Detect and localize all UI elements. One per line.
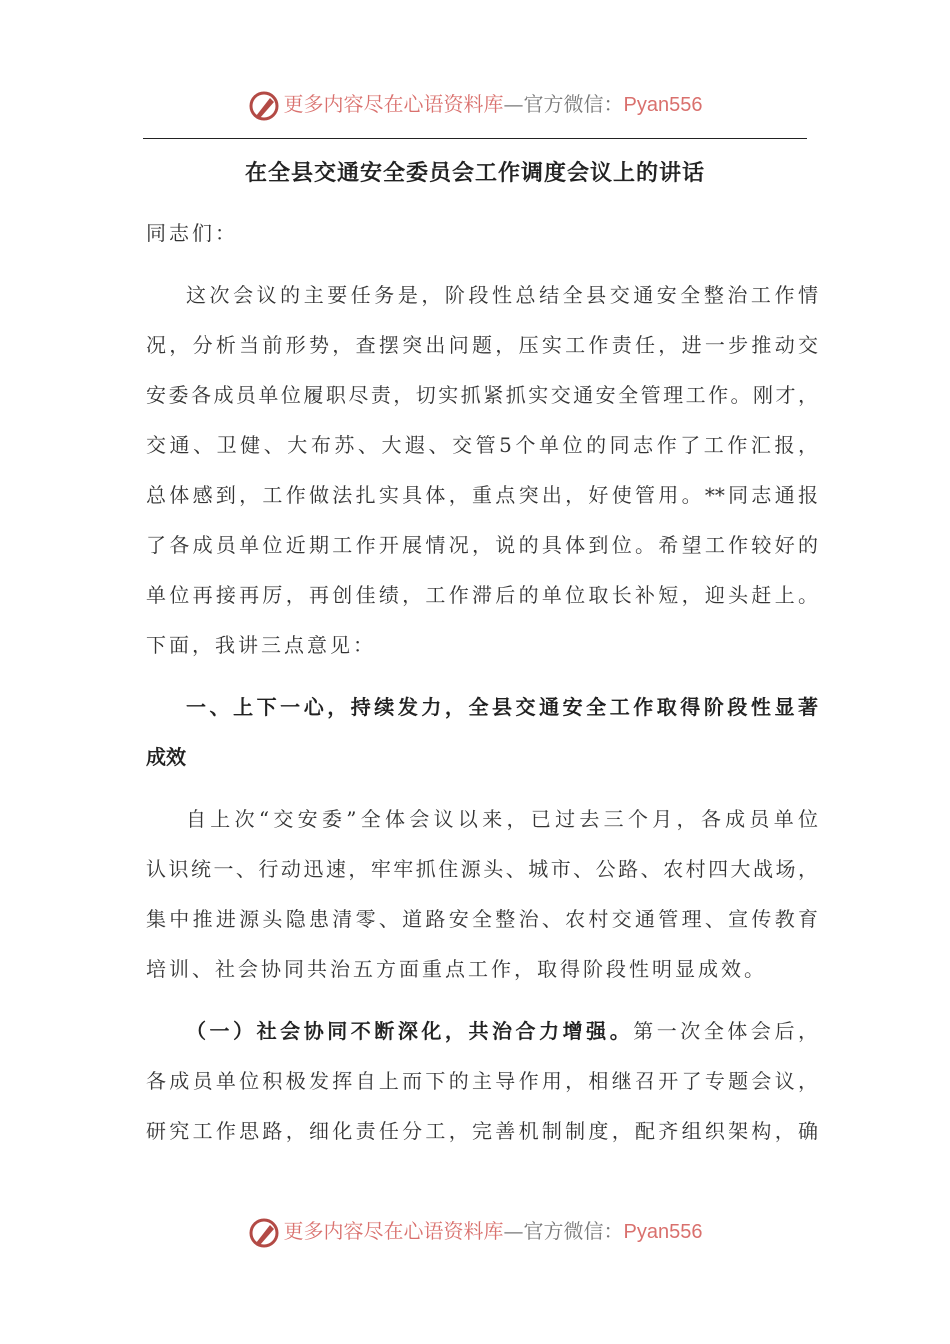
pen-logo-icon [248,90,280,122]
paragraph-intro: 这次会议的主要任务是，阶段性总结全县交通安全整治工作情 况，分析当前形势，查摆突出问题，压实工作责任，进一步推动交 安委各成员单位履职尽责，切实抓紧抓实交通安全管理工作。刚才， 交通、卫健、大布苏、大遐、交管5个单位的同志作了工作汇报， 总体感到，工作做法扎实具体，重点突出，好使管用。**同志通报 了各成员单位近期工作开展情况，说的具体到位。希望工作较好的 单位再接再厉，再创佳绩，工作滞后的单位取长补短，迎头赶上。 下面，我讲三点意见： [146,283,818,657]
section-heading-1: 一、上下一心，持续发力，全县交通安全工作取得阶段性显著 成效 [146,695,818,769]
salutation: 同志们： [146,221,238,245]
header-rule [143,138,807,139]
document-body [146,212,818,1160]
paragraph-results: 自上次“交安委”全体会议以来，已过去三个月，各成员单位 认识统一、行动迅速，牢牢抓住源头、城市、公路、农村四大战场， 集中推进源头隐患清零、道路安全整治、农村交通管理、宣传教育 培训、社会协同共治五方面重点工作，取得阶段性明显成效。 [146,807,818,981]
header-banner: 更多内容尽在心语资料库—官方微信：Pyan556 [0,84,950,124]
paragraph-subsection-1: （一）社会协同不断深化，共治合力增强。第一次全体会后， 各成员单位积极发挥自上而下的主导作用，相继召开了专题会议， 研究工作思路，细化责任分工，完善机制制度，配齐组织架构，确 [146,1019,818,1143]
pen-logo-icon [248,1217,280,1249]
document-title: 在全县交通安全委员会工作调度会议上的讲话 [244,160,705,186]
footer-banner: 更多内容尽在心语资料库—官方微信：Pyan556 [0,1211,950,1251]
